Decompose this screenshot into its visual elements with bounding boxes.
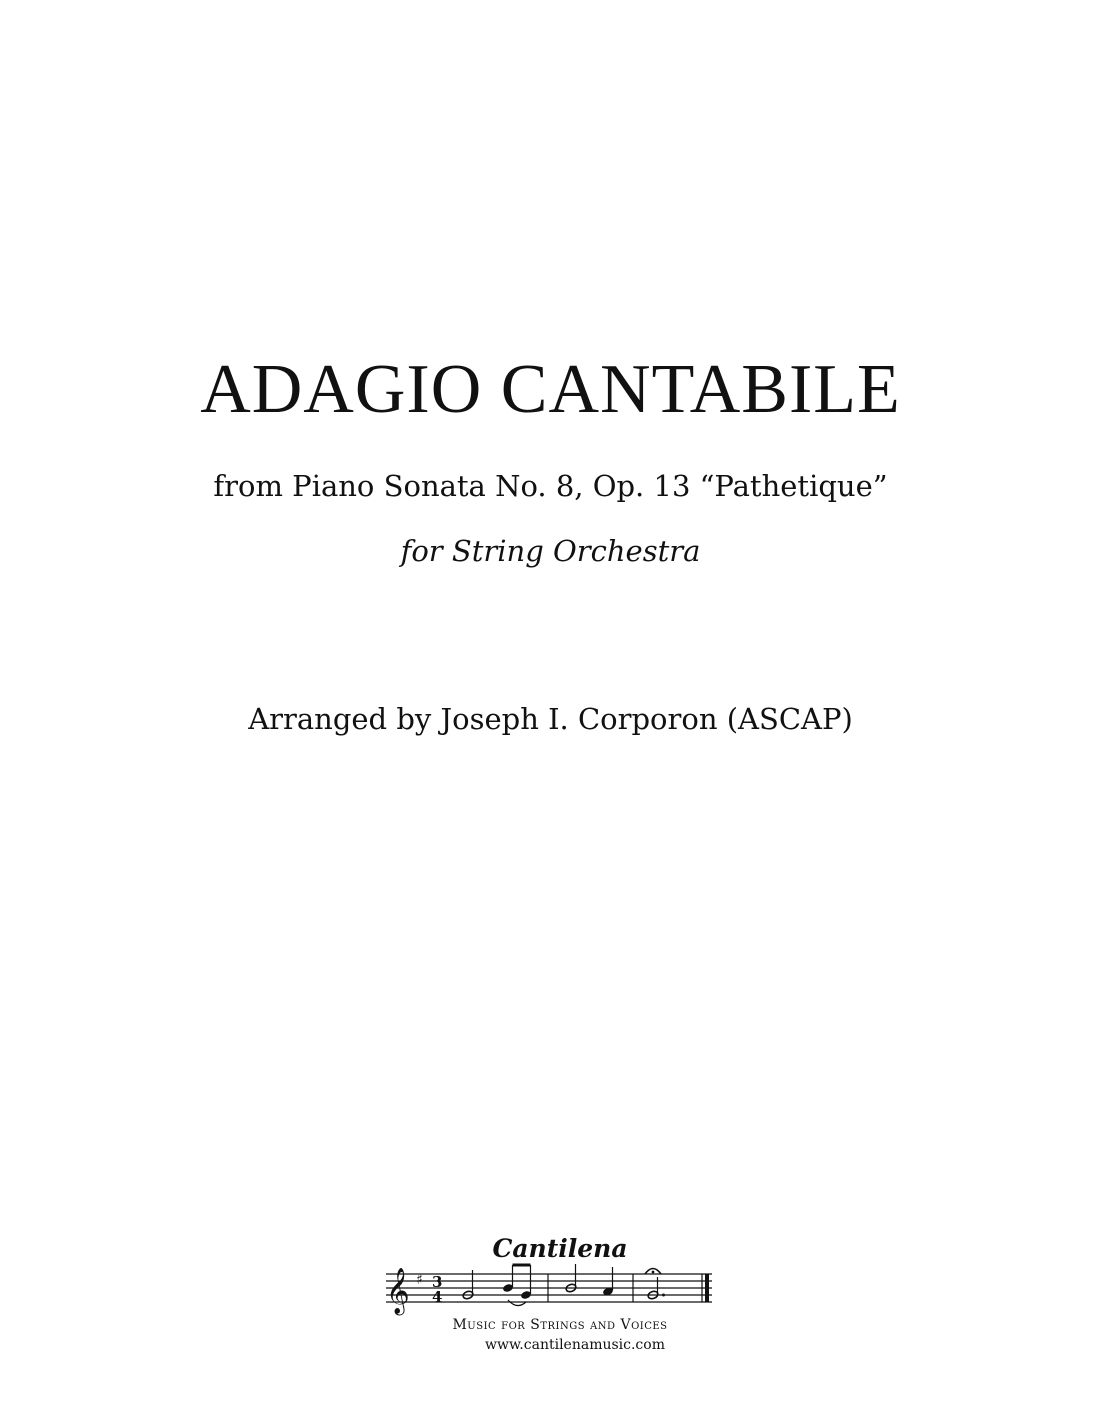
time-signature-numerator: 3 <box>432 1273 443 1291</box>
publisher-tagline: Music for Strings and Voices <box>452 1317 668 1333</box>
publisher-url: www.cantilenamusic.com <box>485 1337 665 1353</box>
measure-1 <box>462 1265 532 1306</box>
treble-clef-icon: 𝄞 <box>386 1268 410 1314</box>
measure-2 <box>565 1264 614 1296</box>
time-signature-denominator: 4 <box>432 1288 443 1306</box>
arranger-credit: Arranged by Joseph I. Corporon (ASCAP) <box>248 702 853 736</box>
instrumentation: for String Orchestra <box>400 534 701 568</box>
music-staff-icon <box>380 1262 720 1318</box>
publisher-name: Cantilena <box>492 1234 628 1263</box>
subtitle: from Piano Sonata No. 8, Op. 13 “Pathetique” <box>213 469 888 503</box>
sharp-icon: ♯ <box>416 1272 423 1288</box>
page-title: ADAGIO CANTABILE <box>200 351 901 428</box>
publisher-logo <box>380 1232 720 1362</box>
